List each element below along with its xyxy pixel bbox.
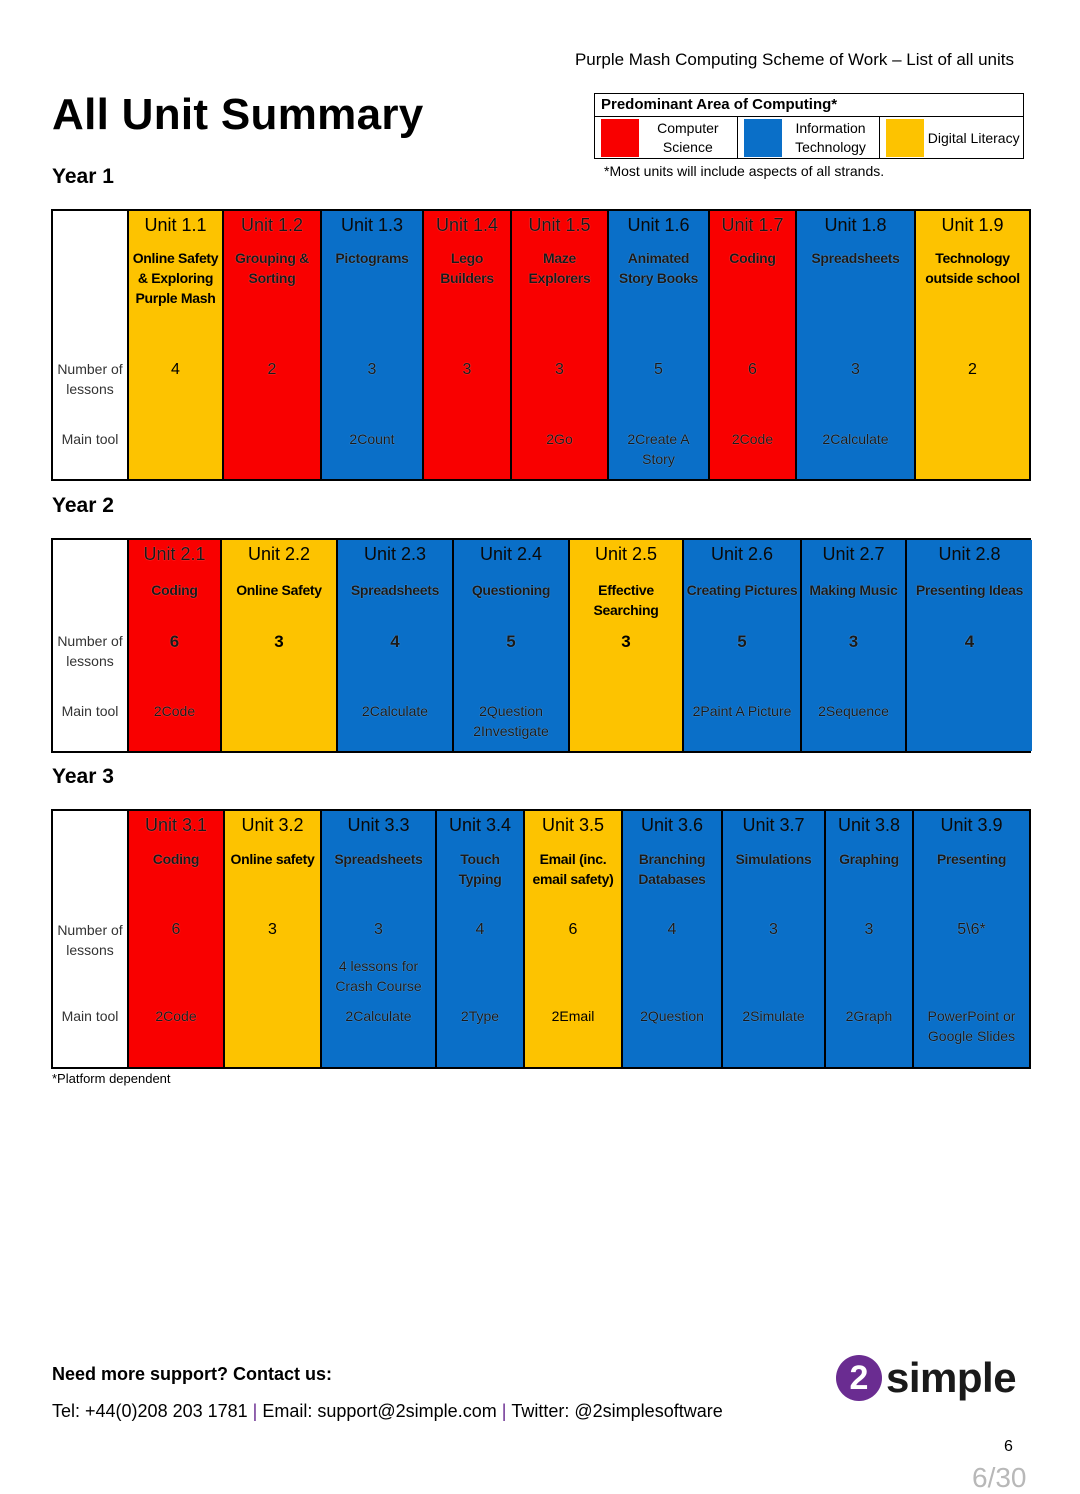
unit-id: Unit 2.8	[938, 544, 1001, 564]
unit-id: Unit 3.3	[347, 815, 410, 835]
unit-main-tool: 2Calculate	[361, 703, 429, 719]
unit-id: Unit 3.1	[144, 815, 208, 835]
unit-column-1-5	[512, 211, 609, 479]
unit-id: Unit 1.8	[824, 215, 887, 235]
document-header: Purple Mash Computing Scheme of Work – List of all units	[574, 50, 1014, 69]
unit-lesson-count: 5	[737, 632, 747, 651]
unit-name: Email (inc. email safety)	[532, 851, 614, 887]
unit-id: Unit 1.2	[240, 215, 304, 235]
legend-swatch-red	[601, 119, 639, 157]
unit-main-tool: 2Code	[731, 431, 774, 447]
unit-lesson-count: 6	[568, 921, 578, 938]
unit-lesson-count: 3	[769, 921, 778, 938]
unit-name: Branching Databases	[638, 851, 706, 887]
unit-name: Graphing	[839, 851, 899, 867]
unit-column-2-1	[129, 540, 222, 751]
unit-lesson-count: 5	[506, 632, 516, 651]
logo-text: simple	[886, 1354, 1017, 1401]
contact-twitter[interactable]: Twitter: @2simplesoftware	[511, 1401, 723, 1421]
page-title: All Unit Summary	[52, 90, 424, 139]
unit-main-tool: 2Sequence	[818, 703, 889, 719]
row-label-tool: Main tool	[61, 431, 119, 447]
unit-main-tool: 2Question	[640, 1008, 704, 1024]
legend-label: Digital Literacy	[927, 129, 1020, 146]
unit-id: Unit 2.1	[143, 544, 206, 564]
unit-id: Unit 1.7	[721, 215, 784, 235]
unit-column-3-5	[525, 811, 623, 1067]
unit-name: Creating Pictures	[686, 582, 798, 598]
unit-column-1-7	[710, 211, 797, 479]
unit-name: Maze Explorers	[528, 250, 591, 286]
legend-item-information-technology	[738, 117, 881, 159]
contact-separator: |	[501, 1401, 507, 1421]
unit-name: Touch Typing	[458, 851, 502, 887]
contact-tel: Tel: +44(0)208 203 1781	[52, 1401, 248, 1421]
platform-footnote: *Platform dependent	[52, 1071, 171, 1086]
unit-id: Unit 2.3	[363, 544, 427, 564]
unit-id: Unit 1.9	[941, 215, 1004, 235]
unit-lesson-count: 3	[864, 921, 874, 938]
legend-box	[594, 93, 1024, 159]
unit-id: Unit 2.5	[594, 544, 658, 564]
unit-lesson-count: 3	[274, 632, 284, 651]
year-3-unit-table	[51, 809, 1031, 1069]
unit-name: Technology outside school	[925, 250, 1020, 286]
unit-column-1-6	[609, 211, 710, 479]
unit-name: Online safety	[230, 851, 315, 867]
year-1-heading: Year 1	[52, 165, 114, 188]
unit-main-tool: 2Code	[155, 1008, 197, 1024]
unit-id: Unit 3.6	[640, 815, 704, 835]
unit-column-1-8	[797, 211, 916, 479]
legend-item-computer-science	[595, 117, 738, 159]
unit-id: Unit 1.6	[627, 215, 690, 235]
unit-main-tool: 2Calculate	[345, 1008, 412, 1024]
unit-id: Unit 1.4	[435, 215, 499, 235]
unit-column-3-6	[623, 811, 723, 1067]
unit-lesson-count: 3	[374, 921, 383, 938]
row-label-column	[53, 811, 129, 1067]
unit-id: Unit 2.4	[479, 544, 543, 564]
legend-swatch-blue	[744, 119, 782, 157]
unit-name: Effective Searching	[593, 582, 659, 618]
unit-lesson-count: 6	[171, 921, 181, 938]
unit-main-tool: 2Go	[546, 431, 573, 447]
unit-main-tool: 2Code	[153, 703, 196, 719]
unit-name: Online Safety	[236, 582, 322, 598]
unit-lesson-count: 3	[848, 632, 859, 651]
unit-lesson-count: 4	[964, 632, 975, 651]
year-2-unit-table	[51, 538, 1031, 753]
legend-title: Predominant Area of Computing*	[601, 96, 838, 113]
unit-column-2-2	[222, 540, 338, 751]
unit-main-tool: 2Graph	[845, 1008, 893, 1024]
unit-lesson-count: 5	[654, 361, 663, 378]
contact-email[interactable]: Email: support@2simple.com	[262, 1401, 497, 1421]
page-number: 6	[1004, 1438, 1013, 1455]
unit-lesson-count: 3	[462, 361, 472, 378]
unit-column-1-4	[424, 211, 512, 479]
unit-column-3-7	[723, 811, 826, 1067]
unit-crash-course-note: 4 lessons for Crash Course	[335, 958, 422, 994]
unit-main-tool: 2Question 2Investigate	[473, 703, 549, 739]
unit-lesson-count: 4	[667, 921, 677, 938]
unit-id: Unit 2.6	[710, 544, 774, 564]
unit-main-tool: 2Count	[349, 431, 395, 447]
unit-column-2-5	[570, 540, 684, 751]
unit-main-tool: 2Paint A Picture	[692, 703, 792, 719]
row-label-column	[53, 211, 129, 479]
unit-column-3-9	[914, 811, 1029, 1067]
unit-column-2-4	[454, 540, 570, 751]
row-label-lessons: Number of lessons	[57, 633, 123, 669]
unit-id: Unit 2.7	[822, 544, 885, 564]
unit-lesson-count: 4	[390, 632, 400, 651]
unit-main-tool: 2Type	[460, 1008, 500, 1024]
unit-lesson-count: 6	[169, 632, 180, 651]
unit-name: Questioning	[471, 582, 551, 598]
contact-separator: |	[252, 1401, 258, 1421]
unit-name: Pictograms	[335, 250, 409, 266]
row-label-lessons: Number of lessons	[57, 361, 123, 397]
unit-lesson-count: 6	[748, 361, 757, 378]
unit-id: Unit 2.2	[247, 544, 311, 564]
unit-column-1-3	[322, 211, 424, 479]
support-heading: Need more support? Contact us:	[52, 1364, 333, 1384]
unit-id: Unit 1.1	[144, 215, 207, 235]
unit-lesson-count: 5\6*	[957, 921, 986, 938]
unit-lesson-count: 3	[851, 361, 860, 378]
unit-lesson-count: 3	[268, 921, 277, 938]
unit-lesson-count: 3	[555, 361, 564, 378]
unit-name: Spreadsheets	[350, 582, 440, 598]
unit-name: Coding	[729, 250, 776, 266]
unit-id: Unit 3.2	[241, 815, 304, 835]
unit-lesson-count: 3	[621, 632, 631, 651]
unit-main-tool: 2Calculate	[822, 431, 889, 447]
year-1-unit-table	[51, 209, 1031, 481]
unit-main-tool: 2Create A Story	[627, 431, 690, 467]
unit-name: Simulations	[735, 851, 812, 867]
unit-name: Grouping & Sorting	[235, 250, 309, 286]
row-label-column	[53, 540, 129, 751]
unit-name: Presenting Ideas	[915, 582, 1024, 598]
unit-name: Making Music	[809, 582, 898, 598]
row-label-tool: Main tool	[61, 703, 119, 719]
legend-label: Information Technology	[782, 117, 881, 159]
unit-id: Unit 3.8	[837, 815, 901, 835]
unit-id: Unit 1.3	[340, 215, 404, 235]
year-3-heading: Year 3	[52, 765, 114, 788]
unit-id: Unit 3.4	[448, 815, 512, 835]
unit-lesson-count: 4	[475, 921, 485, 938]
unit-main-tool: 2Simulate	[742, 1008, 805, 1024]
unit-id: Unit 3.5	[541, 815, 605, 835]
unit-lesson-count: 3	[367, 361, 377, 378]
unit-name: Coding	[151, 582, 198, 598]
unit-id: Unit 1.5	[528, 215, 591, 235]
viewer-page-indicator: 6/30	[972, 1462, 1027, 1493]
unit-lesson-count: 2	[267, 361, 277, 378]
unit-id: Unit 3.9	[940, 815, 1003, 835]
legend-label: Computer Science	[639, 117, 738, 159]
logo-mark-icon: 2	[836, 1355, 882, 1401]
unit-id: Unit 3.7	[742, 815, 805, 835]
unit-column-3-3	[322, 811, 437, 1067]
unit-column-2-3	[338, 540, 454, 751]
unit-lesson-count: 2	[968, 361, 977, 378]
unit-name: Spreadsheets	[811, 250, 900, 266]
unit-name: Lego Builders	[440, 250, 494, 286]
unit-name: Presenting	[936, 851, 1007, 867]
unit-column-1-9	[916, 211, 1029, 479]
2simple-logo	[836, 1354, 1016, 1402]
legend-swatch-yellow	[886, 119, 924, 157]
legend-item-digital-literacy	[880, 117, 1023, 159]
year-2-heading: Year 2	[52, 494, 114, 517]
row-label-tool: Main tool	[61, 1008, 119, 1024]
unit-column-1-1	[129, 211, 224, 479]
unit-column-3-8	[826, 811, 914, 1067]
unit-column-3-2	[225, 811, 322, 1067]
unit-name: Online Safety & Exploring Purple Mash	[132, 250, 219, 306]
unit-column-2-6	[684, 540, 802, 751]
contact-line	[52, 1401, 723, 1422]
unit-main-tool: 2Email	[551, 1008, 595, 1024]
unit-name: Spreadsheets	[334, 851, 423, 867]
unit-column-3-4	[437, 811, 525, 1067]
unit-column-2-8	[907, 540, 1032, 751]
unit-name: Animated Story Books	[618, 250, 699, 286]
unit-name: Coding	[152, 851, 200, 867]
unit-column-1-2	[224, 211, 322, 479]
unit-column-2-7	[802, 540, 907, 751]
unit-lesson-count: 4	[171, 361, 180, 378]
unit-column-3-1	[129, 811, 225, 1067]
row-label-lessons: Number of lessons	[57, 922, 123, 958]
legend-note: *Most units will include aspects of all strands.	[604, 163, 885, 179]
unit-main-tool: PowerPoint or Google Slides	[927, 1008, 1016, 1044]
